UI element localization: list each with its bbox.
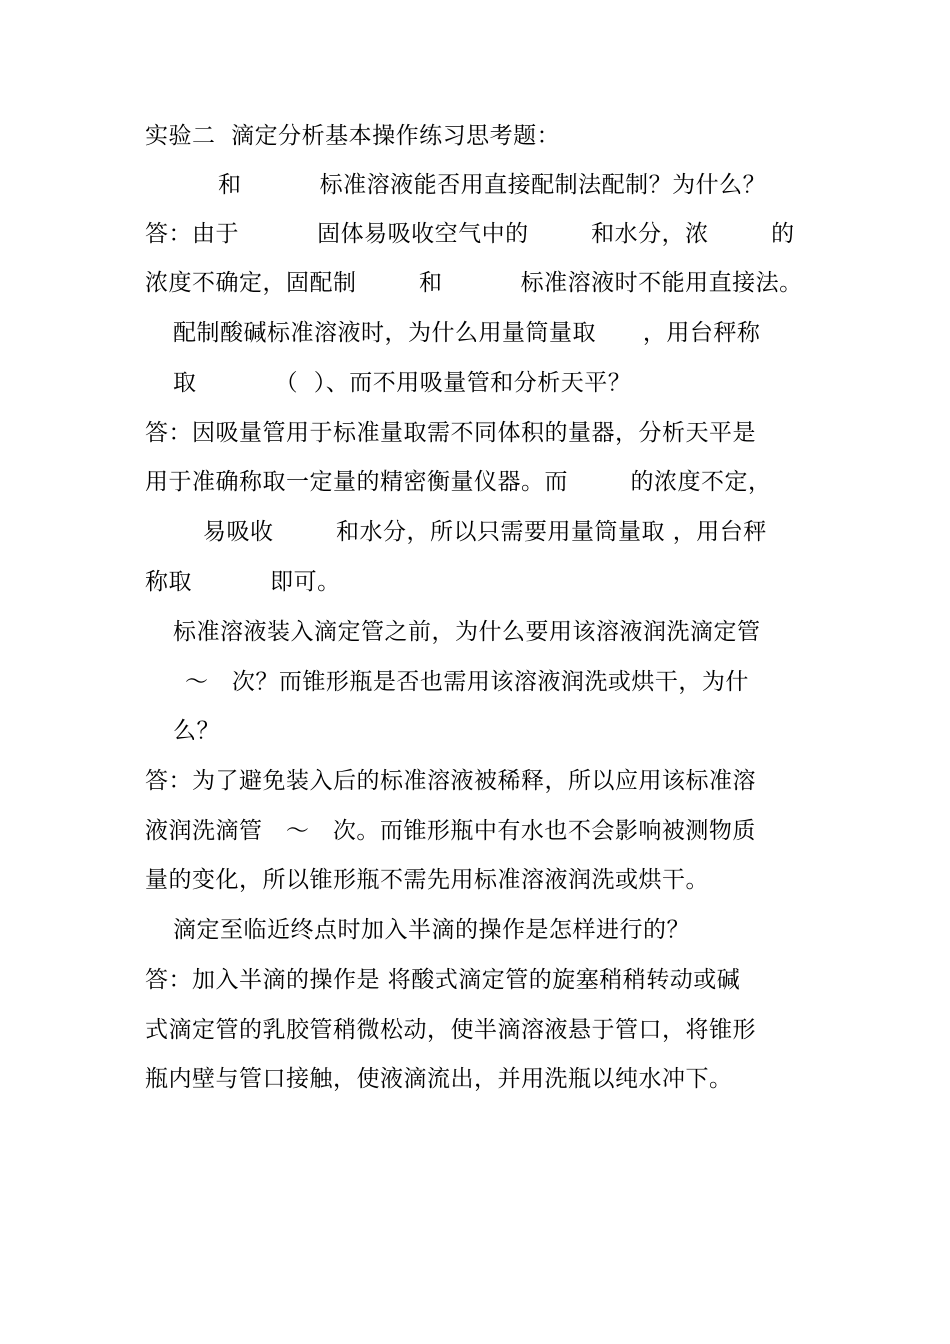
document-title: 实验二 滴定分析基本操作练习思考题： (145, 123, 561, 149)
text-line: 式滴定管的乳胶管稍微松动，使半滴溶液悬于管口，将锥形 (145, 1017, 756, 1043)
text-line: 瓶内壁与管口接触，使液滴流出，并用洗瓶以纯水冲下。 (145, 1066, 733, 1092)
text-line: 答：加入半滴的操作是 将酸式滴定管的旋塞稍稍转动或碱 (145, 967, 741, 993)
text-line: 和 标准溶液能否用直接配制法配制？为什么？ (218, 172, 767, 198)
text-line: 取 （ ）、而不用吸量管和分析天平？ (173, 370, 632, 396)
text-line: 浓度不确定，固配制 和 标准溶液时不能用直接法。 (145, 270, 803, 296)
text-line: 标准溶液装入滴定管之前，为什么要用该溶液润洗滴定管 (173, 619, 761, 645)
text-line: 量的变化，所以锥形瓶不需先用标准溶液润洗或烘干。 (145, 867, 709, 893)
text-line: ～ 次？而锥形瓶是否也需用该溶液润洗或烘干，为什 (185, 669, 749, 695)
text-line: 用于准确称取一定量的精密衡量仪器。而 的浓度不定， (145, 469, 772, 495)
text-line: 滴定至临近终点时加入半滴的操作是怎样进行的？ (173, 917, 690, 943)
text-line: 答：为了避免装入后的标准溶液被稀释，所以应用该标准溶 (145, 768, 756, 794)
text-line: 称取 即可。 (145, 569, 341, 595)
text-line: 易吸收 和水分，所以只需要用量筒量取 ，用台秤 (203, 519, 767, 545)
text-line: 配制酸碱标准溶液时，为什么用量筒量取 ，用台秤称 (173, 320, 761, 346)
text-line: 答：因吸量管用于标准量取需不同体积的量器，分析天平是 (145, 420, 756, 446)
text-line: 么？ (173, 718, 220, 744)
text-line: 答：由于 固体易吸收空气中的 和水分，浓 的 (145, 221, 795, 247)
text-line: 液润洗滴管 ～ 次。而锥形瓶中有水也不会影响被测物质 (145, 818, 756, 844)
